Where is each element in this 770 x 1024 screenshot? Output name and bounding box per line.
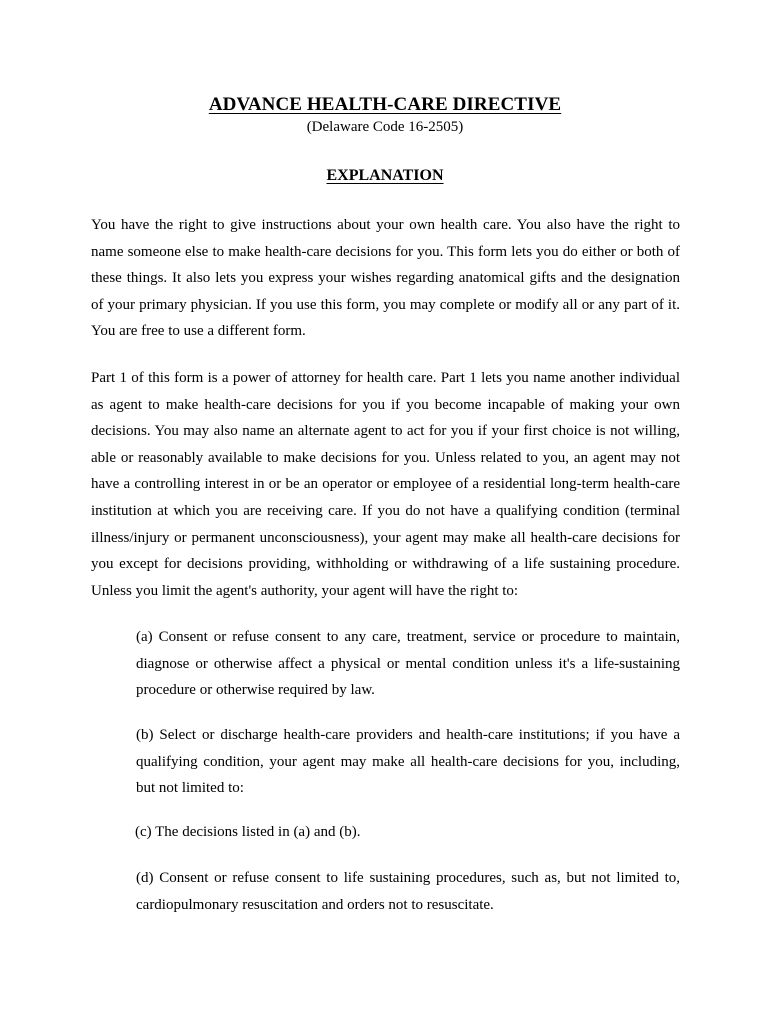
explanation-paragraph: Part 1 of this form is a power of attorney for health care. Part 1 lets you name another individual as agent to make health-care decisions for you if you become incapable of making your own decisions. You may also name an alternate agent to act for you if your first choice is not willing, able or reasonably available to make decisions for you. Unless related to you, an agent may not have a controlling interest in or be an operator or employee of a residential long-term health-care institution at which you are receiving care. If you do not have a qualifying condition (terminal illness/injury or permanent unconsciousness), your agent may make all health-care decisions for you except for decisions providing, withholding or withdrawing of a life sustaining procedure. Unless you limit the agent's authority, your agent will have the right to: — [91, 370, 680, 599]
agent-right-item: (a) Consent or refuse consent to any care, treatment, service or procedure to maintain, diagnose or otherwise affect a physical or mental condition unless it's a life-sustaining procedure or otherwise required by law. — [136, 629, 680, 699]
document-title: ADVANCE HEALTH-CARE DIRECTIVE — [208, 94, 562, 115]
agent-right-item: (d) Consent or refuse consent to life sustaining procedures, such as, but not limited to, cardiopulmonary resuscitation and orders not to resuscitate. — [136, 870, 680, 913]
agent-right-item: (c) The decisions listed in (a) and (b). — [135, 824, 361, 840]
section-heading: EXPLANATION — [326, 167, 444, 184]
explanation-paragraph: You have the right to give instructions about your own health care. You also have the right to name someone else to make health-care decisions for you. This form lets you do either or both of these things. It also lets you express your wishes regarding anatomical gifts and the designation of your primary physician. If you use this form, you may complete or modify all or any part of it. You are free to use a different form. — [91, 217, 680, 340]
document-subtitle: (Delaware Code 16-2505) — [306, 119, 464, 135]
agent-right-item: (b) Select or discharge health-care providers and health-care institutions; if you have a qualifying condition, your agent may make all health-care decisions for you, including, but not limited to: — [136, 727, 680, 797]
